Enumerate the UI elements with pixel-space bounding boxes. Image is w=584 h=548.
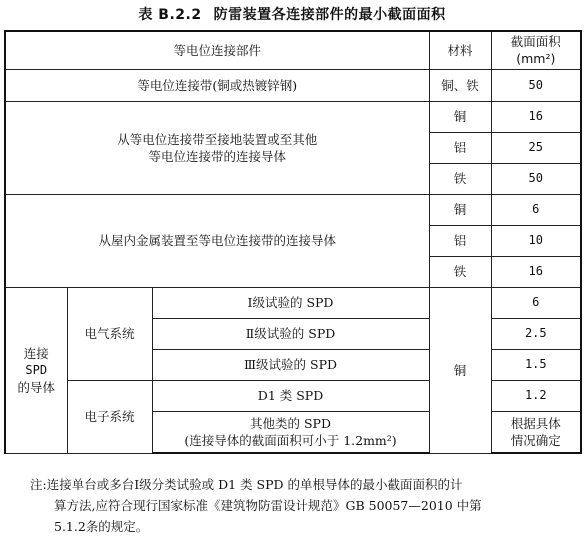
electronic-system-label: 电子系统 bbox=[67, 380, 152, 453]
row2-material-aluminum: 铝 bbox=[429, 132, 491, 163]
row3-value-aluminum: 10 bbox=[491, 225, 581, 256]
row1-material: 铜、铁 bbox=[429, 69, 491, 101]
spd-class3-value: 1.5 bbox=[491, 349, 581, 380]
spd-group-line1: 连接 bbox=[23, 345, 49, 361]
spec-table bbox=[4, 30, 582, 454]
spd-other-label bbox=[152, 411, 429, 453]
row3-label: 从屋内金属装置至等电位连接带的连接导体 bbox=[5, 194, 429, 287]
spd-group-line2: SPD bbox=[25, 362, 48, 377]
table-row bbox=[5, 101, 581, 132]
header-area bbox=[491, 31, 581, 69]
spd-material: 铜 bbox=[429, 287, 491, 453]
row3-material-aluminum: 铝 bbox=[429, 225, 491, 256]
table-row bbox=[5, 287, 581, 318]
row3-material-iron: 铁 bbox=[429, 256, 491, 287]
note-line1: 注:连接单台或多台Ⅰ级分类试验或 D1 类 SPD 的单根导体的最小截面面积的计 bbox=[30, 477, 463, 492]
spd-d1-label: D1 类 SPD bbox=[152, 380, 429, 411]
row2-material-iron: 铁 bbox=[429, 163, 491, 194]
row2-label-line1: 从等电位连接带至接地装置或至其他 bbox=[117, 131, 318, 147]
table-row bbox=[5, 380, 581, 411]
spd-other-value-line2: 情况确定 bbox=[510, 432, 561, 448]
note-line3: 5.1.2条的规定。 bbox=[54, 519, 149, 534]
row1-label: 等电位连接带(铜或热镀锌钢) bbox=[5, 69, 429, 101]
row1-value: 50 bbox=[491, 69, 581, 101]
row2-value-iron: 50 bbox=[491, 163, 581, 194]
row3-value-iron: 16 bbox=[491, 256, 581, 287]
spd-other-value bbox=[491, 411, 581, 453]
header-area-unit: (mm²) bbox=[516, 51, 556, 67]
header-part: 等电位连接部件 bbox=[5, 31, 429, 69]
row2-value-copper: 16 bbox=[491, 101, 581, 132]
header-area-label: 截面面积 bbox=[510, 34, 561, 50]
spd-class1-value: 6 bbox=[491, 287, 581, 318]
spd-group-label bbox=[5, 287, 67, 453]
row2-label-line2: 等电位连接带的连接导体 bbox=[148, 148, 287, 164]
table-number: 表 B.2.2 bbox=[138, 7, 202, 23]
table-caption: 防雷装置各连接部件的最小截面面积 bbox=[213, 7, 446, 23]
spd-group-line3: 的导体 bbox=[17, 379, 55, 395]
spd-class2-label: Ⅱ级试验的 SPD bbox=[152, 318, 429, 349]
spd-class2-value: 2.5 bbox=[491, 318, 581, 349]
header-material: 材料 bbox=[429, 31, 491, 69]
note-line2: 算方法,应符合现行国家标准《建筑物防雷设计规范》GB 50057—2010 中第 bbox=[54, 498, 482, 513]
row3-value-copper: 6 bbox=[491, 194, 581, 225]
row2-label bbox=[5, 101, 429, 194]
spd-class3-label: Ⅲ级试验的 SPD bbox=[152, 349, 429, 380]
electrical-system-label: 电气系统 bbox=[67, 287, 152, 380]
row3-material-copper: 铜 bbox=[429, 194, 491, 225]
row2-material-copper: 铜 bbox=[429, 101, 491, 132]
table-title bbox=[0, 4, 584, 26]
table-row bbox=[5, 194, 581, 225]
header-row bbox=[5, 31, 581, 69]
spd-d1-value: 1.2 bbox=[491, 380, 581, 411]
table-note bbox=[30, 474, 580, 537]
row2-value-aluminum: 25 bbox=[491, 132, 581, 163]
spd-other-line1: 其他类的 SPD bbox=[250, 415, 331, 431]
spd-other-line2: (连接导体的截面面积可小于 1.2mm²) bbox=[184, 432, 397, 448]
spd-class1-label: Ⅰ级试验的 SPD bbox=[152, 287, 429, 318]
table-row bbox=[5, 69, 581, 101]
spd-other-value-line1: 根据具体 bbox=[510, 415, 561, 431]
